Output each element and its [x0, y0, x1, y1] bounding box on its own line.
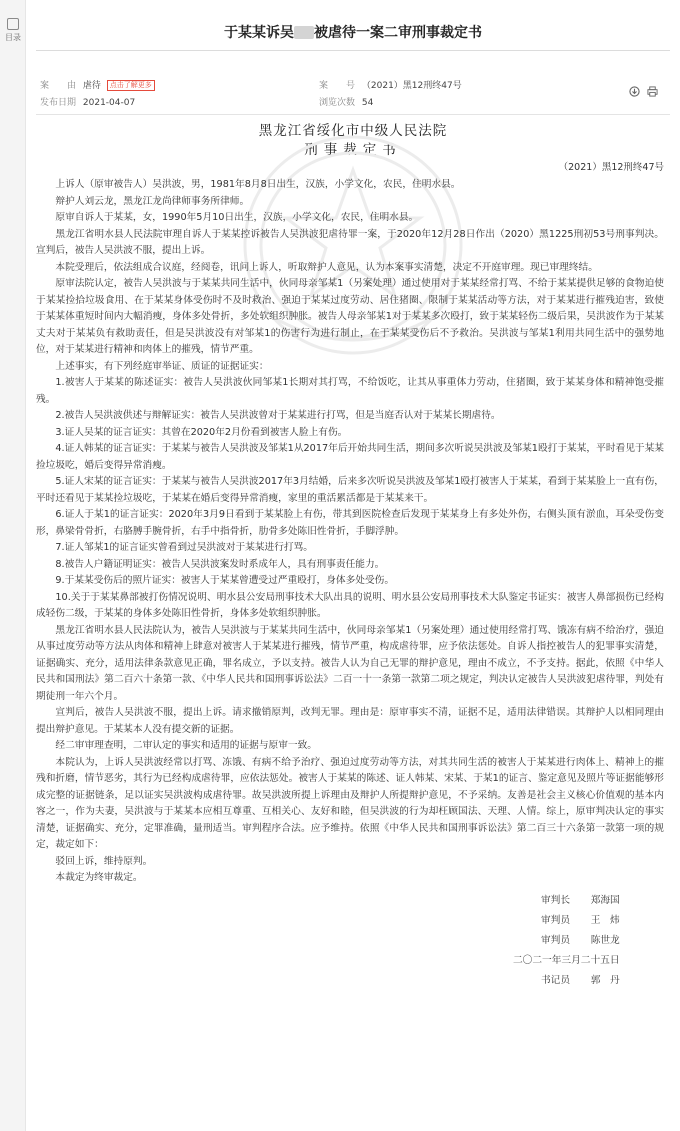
paragraph: 1.被害人于某某的陈述证实：被告人吴洪波伙同邹某1长期对其打骂，不给饭吃，让其从事重体力劳动，住猪圈，致于某某身体和精神饱受摧残。: [36, 377, 664, 405]
court-name: 黑龙江省绥化市中级人民法院: [258, 123, 448, 139]
table-of-contents-button[interactable]: [2, 18, 24, 43]
paragraph: 上述事实，有下列经庭审举证、质证的证据证实：: [55, 360, 269, 372]
paragraph: 辩护人刘云龙，黑龙江龙尚律师事务所律师。: [55, 195, 250, 207]
judgment-text: [36, 177, 670, 887]
paragraph: 黑龙江省明水县人民法院认为，被告人吴洪波与于某某共同生活中，伙同母亲邹某1（另案处理）通过使用经常打骂、饿冻有病不给治疗，强迫从事过度劳动等方法从肉体和精神上肆意对被害人于某某进行摧残，情节严重，构成虐待罪，应予依法惩处。自诉人指控被告人的犯罪事实清楚，证据确实、充分，适用法律条款意见正确，罪名成立，予以支持。被告人认为自己无罪的辩护意见，理由不成立，不予支持。据此，依照《中华人民共和国刑法》第二百六十条第一款、《中华人民共和国刑事诉讼法》二百一十一条第一款第二项之规定，判决认定被告人吴洪波犯虐待罪，判处有期徒刑一年六个月。: [36, 624, 664, 702]
paragraph: 4.证人韩某的证言证实：于某某与被告人吴洪波及邹某1从2017年后开始共同生活，期间多次听说吴洪波及邹某1殴打于某某，平时看见于某某捡垃圾吃，婚后变得异常消瘦。: [36, 443, 664, 471]
toolbar: [625, 86, 659, 100]
publish-date-label: 发布日期: [40, 98, 77, 108]
views-value: 54: [361, 98, 374, 108]
signature-role: 审判长: [541, 894, 571, 906]
signature-role: 审判员: [541, 934, 571, 946]
paragraph: 宣判后，被告人吴洪波不服，提出上诉。请求撤销原判，改判无罪。理由是：原审事实不清，证据不足，适用法律错误。其辩护人以相同理由提出辩护意见。于某某本人没有提交新的证据。: [36, 707, 664, 735]
signature-block: [513, 891, 670, 991]
paragraph: 本院认为，上诉人吴洪波经常以打骂、冻饿、有病不给予治疗、强迫过度劳动等方法，对其共同生活的被害人于某某进行肉体上、精神上的摧残和折磨，情节恶劣，其行为已经构成虐待罪，应依法惩处。被害人于某某的陈述、证人韩某、宋某、于某1的证言、鉴定意见及照片等证据能够形成完整的证据链条，足以证实吴洪波构成虐待罪。故吴洪波所提上诉理由及辩护人所提辩护意见，不予采纳。友善是社会主义核心价值观的基本内容之一，作为夫妻，吴洪波与于某某本应相互尊重、互相关心、友好和睦，但吴洪波的行为却枉顾国法、天理、人情。综上，原审判决认定的事实清楚，证据确实、充分，定罪准确，量刑适当。审判程序合法。应予维持。依照《中华人民共和国刑事诉讼法》第二百三十六条第一款第一项的规定，裁定如下：: [36, 756, 664, 850]
signature-role: 审判员: [541, 914, 571, 926]
clerk-role: 书记员: [541, 974, 571, 986]
signature-row: [541, 911, 670, 931]
title-prefix: 于某某诉吴: [224, 25, 294, 41]
signature-name: 郑海国: [590, 894, 620, 906]
download-icon[interactable]: [629, 87, 644, 100]
case-no-value: （2021）黑12刑终47号: [361, 81, 462, 91]
signature-name: 王 炜: [590, 914, 620, 926]
toc-label: 目录: [5, 33, 21, 42]
case-by-label: 案 由: [40, 81, 77, 91]
main-content: [26, 0, 680, 1131]
case-no-label: 案 号: [319, 81, 356, 91]
signature-name: 陈世龙: [590, 934, 620, 946]
clerk-name: 郭 丹: [590, 974, 620, 986]
paragraph: 2.被告人吴洪波供述与辩解证实：被告人吴洪波曾对于某某进行打骂，但是当庭否认对于某某长期虐待。: [55, 410, 501, 421]
paragraph: 本裁定为终审裁定。: [55, 872, 143, 883]
paragraph: 经二审审理查明，二审认定的事实和适用的证据与原审一致。: [55, 740, 317, 751]
publish-date-value: 2021-04-07: [82, 98, 136, 108]
paragraph: 8.被告人户籍证明证实：被告人吴洪波案发时系成年人，具有刑事责任能力。: [55, 558, 385, 570]
meta-publish-date: [40, 97, 135, 109]
paragraph: 7.证人邹某1的证言证实曾看到过吴洪波对于某某进行打骂。: [55, 542, 313, 553]
paragraph: 6.证人于某1的证言证实：2020年3月9日看到于某某脸上有伤，带其到医院检查后发现于某某身上有多处外伤，右侧头顶有淤血，耳朵受伤变形，鼻梁骨骨折，右胳膊手腕骨折，右手中指骨折，肋骨多处陈旧性骨折，手脚浮肿。: [36, 509, 664, 537]
redaction-blur: [294, 26, 314, 39]
paragraph: 5.证人宋某的证言证实：于某某与被告人吴洪波2017年3月结婚，后来多次听说吴洪波及邹某1殴打被害人于某某，看到于某某脸上一直有伤，平时还看见于某某捡垃圾吃，于某某在婚后变得异常消瘦，家里的重活累活都是于某某来干。: [36, 476, 664, 504]
signature-row: [541, 891, 670, 911]
meta-case-no: [319, 80, 462, 92]
paragraph: 9.于某某受伤后的照片证实：被害人于某某曾遭受过严重殴打，身体多处受伤。: [55, 575, 395, 586]
sidebar: [0, 0, 26, 1131]
paragraph: 10.关于于某某鼻部被打伤情况说明、明水县公安局刑事技术大队出具的说明、明水县公安局刑事技术大队鉴定书证实：被害人鼻部损伤已经构成轻伤二级，于某某的身体多处陈旧性骨折，身体多处软组织肿胀。: [36, 591, 664, 619]
paragraph: 上诉人（原审被告人）吴洪波，男，1981年8月8日出生，汉族，小学文化，农民，住明水县。: [55, 179, 461, 190]
paragraph: 黑龙江省明水县人民法院审理自诉人于某某控诉被告人吴洪波犯虐待罪一案，于2020年12月28日作出（2020）黑1225刑初53号刑事判决。宣判后，被告人吴洪波不服，提出上诉。: [36, 228, 664, 256]
page-title: [26, 22, 680, 42]
document-type: 刑事裁定书: [304, 142, 402, 158]
paragraph: 本院受理后，依法组成合议庭，经阅卷，讯问上诉人，听取辩护人意见，认为本案事实清楚，决定不开庭审理。现已审理终结。: [55, 261, 598, 273]
meta-views: [319, 97, 373, 109]
paragraph: 3.证人吴某的证言证实：其曾在2020年2月份看到被害人脸上有伤。: [55, 426, 348, 438]
views-label: 浏览次数: [319, 98, 356, 108]
document-body: [36, 116, 670, 1126]
learn-more-badge[interactable]: 点击了解更多: [107, 80, 155, 91]
paragraph: 驳回上诉，维持原判。: [55, 855, 153, 867]
print-icon[interactable]: [647, 87, 658, 100]
document-case-number: （2021）黑12刑终47号: [558, 162, 664, 173]
divider: [36, 50, 670, 51]
signature-row: [541, 971, 670, 991]
paragraph: 原审法院认定，被告人吴洪波与于某某共同生活中，伙同母亲邹某1（另案处理）通过使用对于某某经常打骂、不给于某某提供足够的食物迫使于某某捡拾垃圾食用、在于某某身体受伤时不及时救治、强迫于某某过度劳动、居住猪圈、限制于某某活动等方法，对于某某进行摧残迫害，致使于某某体重短时间内大幅消瘦，身体多处骨折，多处软组织肿胀。被告人母亲邹某1对于某某多次殴打，致于某某轻伤二级后果，吴洪波作为于某某丈夫对于某某负有救助责任，但是吴洪波没有对邹某1的伤害行为进行制止，在于某某受伤后不予救治。吴洪波与邹某1利用共同生活中的强势地位，对于某某进行精神和肉体上的摧残，情节严重。: [36, 278, 664, 355]
paragraph: 原审自诉人于某某，女，1990年5月10日出生，汉族，小学文化，农民，住明水县。: [55, 212, 419, 223]
case-by-value: 虐待: [82, 81, 101, 91]
signature-row: [541, 931, 670, 951]
title-suffix: 被虐待一案二审刑事裁定书: [314, 25, 482, 41]
judgment-date: 二〇二一年三月二十五日: [513, 954, 620, 966]
list-icon: [7, 18, 19, 30]
meta-case-by: [40, 80, 155, 92]
divider: [36, 114, 670, 115]
